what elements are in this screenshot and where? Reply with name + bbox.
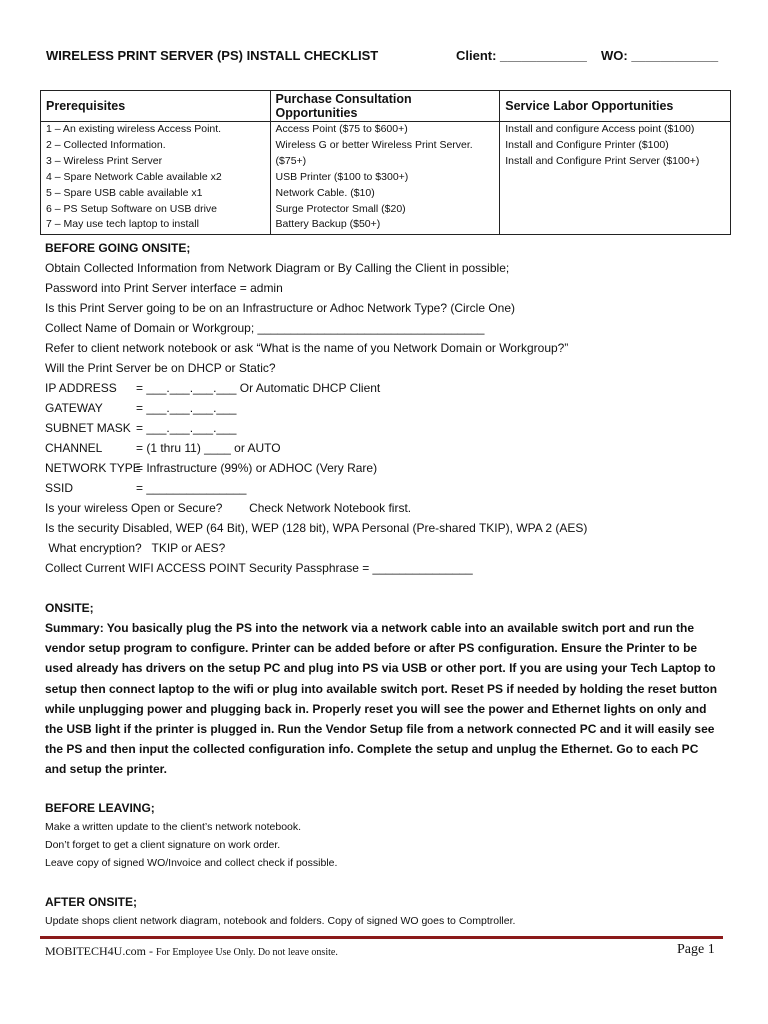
list-item: 7 – May use tech laptop to install xyxy=(46,218,199,231)
list-item: Network Cable. ($10) xyxy=(275,186,375,199)
instruction-line: Is this Print Server going to be on an Infrastructure or Adhoc Network Type? (Circle One) xyxy=(45,301,515,315)
wo-field: WO: ____________ xyxy=(601,48,719,63)
footer-brand-name: MOBITECH4U.com - xyxy=(45,944,156,958)
list-item: USB Printer ($100 to $300+) xyxy=(275,170,409,183)
field-value: = ___.___.___.___ Or Automatic DHCP Client xyxy=(136,381,381,395)
field-value: = ___.___.___.___ xyxy=(136,401,237,415)
list-item: 5 – Spare USB cable available x1 xyxy=(46,186,203,199)
config-field-gateway xyxy=(45,398,725,418)
before-onsite-section xyxy=(45,238,725,578)
list-item: Install and Configure Printer ($100) xyxy=(505,138,669,151)
config-field-channel xyxy=(45,438,725,458)
summary-line: the PS and then input the collected configuration info. Complete the setup and unplug the Ethernet. Go to each PC xyxy=(45,742,699,757)
field-value: = Infrastructure (99%) or ADHOC (Very Rare) xyxy=(136,461,378,475)
instruction-line: Leave copy of signed WO/Invoice and collect check if possible. xyxy=(45,857,338,869)
onsite-heading: ONSITE; xyxy=(45,601,94,615)
field-label: SUBNET MASK xyxy=(45,421,131,435)
field-value: = (1 thru 11) ____ or AUTO xyxy=(136,441,281,455)
field-label: CHANNEL xyxy=(45,441,103,455)
instruction-line: Will the Print Server be on DHCP or Static? xyxy=(45,361,276,375)
summary-line: used already has drivers on the setup PC and plug into PS via USB or other port. If you are using your Tech Laptop to xyxy=(45,661,716,676)
list-item: Access Point ($75 to $600+) xyxy=(275,123,408,135)
config-field-ip xyxy=(45,378,725,398)
column-header-prerequisites: Prerequisites xyxy=(41,91,271,122)
config-field-ssid xyxy=(45,478,725,498)
instruction-line: Is your wireless Open or Secure? Check Network Notebook first. xyxy=(45,501,412,515)
page-number: Page 1 xyxy=(677,942,715,957)
client-field: Client: ____________ xyxy=(456,48,587,63)
instruction-line: Collect Name of Domain or Workgroup; __________________________________ xyxy=(45,321,485,335)
field-label: SSID xyxy=(45,481,74,495)
list-item: 3 – Wireless Print Server xyxy=(46,154,163,167)
summary-line: and setup the printer. xyxy=(45,762,168,777)
labor-cell xyxy=(500,122,731,235)
list-item: ($75+) xyxy=(275,154,307,167)
footer-brand xyxy=(45,944,338,959)
config-field-network-type xyxy=(45,458,725,478)
before-leaving-section xyxy=(45,798,725,872)
field-label: IP ADDRESS xyxy=(45,381,117,395)
instruction-line: Obtain Collected Information from Network Diagram or By Calling the Client in possible; xyxy=(45,261,510,275)
before-onsite-heading: BEFORE GOING ONSITE; xyxy=(45,241,191,255)
list-item: Install and Configure Print Server ($100+) xyxy=(505,154,700,167)
footer-divider xyxy=(40,936,723,939)
list-item: 2 – Collected Information. xyxy=(46,138,166,151)
footer-note: For Employee Use Only. Do not leave onsite. xyxy=(156,947,338,958)
instruction-line: Don’t forget to get a client signature on work order. xyxy=(45,839,281,851)
field-value: = _______________ xyxy=(136,481,247,495)
config-field-subnet xyxy=(45,418,725,438)
prerequisites-table xyxy=(40,90,731,235)
list-item: Surge Protector Small ($20) xyxy=(275,202,406,215)
instruction-line: Collect Current WIFI ACCESS POINT Security Passphrase = _______________ xyxy=(45,561,473,575)
summary-line: Summary: You basically plug the PS into the network via a network cable into an available switch port and run the xyxy=(45,621,695,635)
document-title: WIRELESS PRINT SERVER (PS) INSTALL CHECKLIST xyxy=(46,48,379,63)
instruction-line: Refer to client network notebook or ask “What is the name of you Network Domain or Workgroup?” xyxy=(45,341,569,355)
after-onsite-section xyxy=(45,892,725,930)
instruction-line: What encryption? TKIP or AES? xyxy=(45,541,226,555)
field-label: NETWORK TYPE xyxy=(45,461,141,475)
list-item: Install and configure Access point ($100) xyxy=(505,123,695,135)
summary-line: vendor setup program to configure. Printer can be added before or after PS configuration. Ensure the Printer to be xyxy=(45,641,698,656)
instruction-line: Is the security Disabled, WEP (64 Bit), WEP (128 bit), WPA Personal (Pre-shared TKIP), WPA 2 (AES) xyxy=(45,521,588,535)
instruction-line: Update shops client network diagram, notebook and folders. Copy of signed WO goes to Comptroller. xyxy=(45,915,516,927)
column-header-labor: Service Labor Opportunities xyxy=(500,91,731,122)
column-header-purchase: Purchase Consultation Opportunities xyxy=(270,91,500,122)
field-value: = ___.___.___.___ xyxy=(136,421,237,435)
field-label: GATEWAY xyxy=(45,401,103,415)
purchase-cell xyxy=(270,122,500,235)
summary-line: setup then connect laptop to the wifi or plug into available switch port. Reset PS if needed by holding the reset button xyxy=(45,681,718,696)
list-item: 4 – Spare Network Cable available x2 xyxy=(46,170,222,183)
list-item: 1 – An existing wireless Access Point. xyxy=(46,123,222,135)
list-item: Battery Backup ($50+) xyxy=(275,218,381,231)
summary-line: while unplugging power and plugging back in. Properly reset you will see the power and Ethernet lights on only and xyxy=(45,701,707,716)
instruction-line: Make a written update to the client’s network notebook. xyxy=(45,821,302,833)
summary-line: the USB light if the printer is plugged in. Run the Vendor Setup file from a network connected PC and it will easily see xyxy=(45,722,715,737)
table-row xyxy=(41,122,731,235)
onsite-section xyxy=(45,598,725,780)
after-onsite-heading: AFTER ONSITE; xyxy=(45,895,137,909)
table-header-row xyxy=(41,91,731,122)
before-leaving-heading: BEFORE LEAVING; xyxy=(45,801,155,815)
onsite-summary xyxy=(45,618,725,780)
instruction-line: Password into Print Server interface = admin xyxy=(45,281,283,295)
list-item: Wireless G or better Wireless Print Server. xyxy=(275,138,473,151)
prerequisites-cell xyxy=(41,122,271,235)
list-item: 6 – PS Setup Software on USB drive xyxy=(46,202,218,215)
